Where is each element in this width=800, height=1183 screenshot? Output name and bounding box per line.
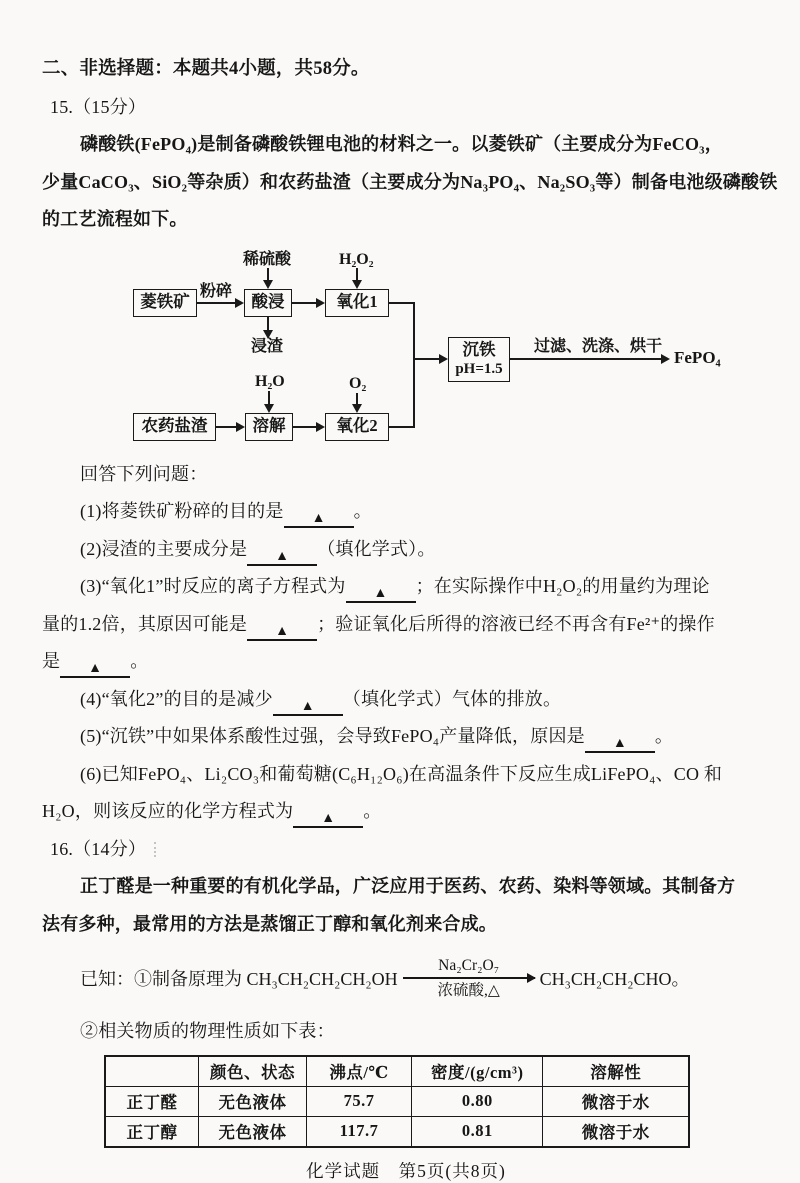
equation-product: CH₃CH₂CH₂CHO。 bbox=[539, 969, 690, 989]
q15-sub2 bbox=[42, 531, 770, 569]
answer-blank: ▲ bbox=[273, 700, 343, 716]
flow-box-pesticide-salt: 农药盐渣 bbox=[133, 413, 216, 441]
flow-label-h2o: H₂O bbox=[255, 372, 285, 390]
flow-box-oxidize2: 氧化2 bbox=[325, 413, 389, 441]
answer-blank: ▲ bbox=[247, 625, 317, 641]
answer-blank: ▲ bbox=[247, 550, 317, 566]
flow-box-iron-precipitation-title: 沉铁 bbox=[462, 339, 496, 359]
answer-blank: ▲ bbox=[60, 662, 130, 678]
q15-sub5-text: (5)“沉铁”中如果体系酸性过强，会导致FePO₄产量降低，原因是 bbox=[80, 726, 585, 746]
process-flow-diagram bbox=[42, 239, 770, 456]
q15-intro-line2: 少量CaCO₃、SiO₂等杂质）和农药盐渣（主要成分为Na₃PO₄、Na₂SO₃等）制备电池级磷酸铁 bbox=[42, 171, 778, 192]
q15-number: 15.（15分） bbox=[50, 96, 147, 117]
equation-lead: 已知：①制备原理为 CH₃CH₂CH₂CH₂OH bbox=[80, 969, 398, 989]
cell-butanol-name: 正丁醇 bbox=[105, 1116, 198, 1147]
q15-sub1-tail: 。 bbox=[353, 501, 372, 521]
flow-line bbox=[413, 302, 415, 428]
cell-butanol-color: 无色液体 bbox=[198, 1116, 306, 1147]
flow-label-o2: O₂ bbox=[349, 374, 367, 392]
flow-label-product-fepo4: FePO₄ bbox=[674, 347, 721, 367]
reaction-equation bbox=[42, 943, 770, 1013]
flow-line bbox=[292, 302, 318, 304]
q15-sub5-tail: 。 bbox=[654, 726, 674, 746]
q15-sub6-line2 bbox=[42, 793, 770, 831]
q16-number bbox=[42, 831, 770, 869]
q15-sub6-line1: (6)已知FePO₄、Li₂CO₃和葡萄糖(C₆H₁₂O₆)在高温条件下反应生成LiFePO₄、CO 和 bbox=[80, 763, 723, 784]
flow-line bbox=[267, 317, 269, 331]
arrowhead-icon bbox=[263, 280, 273, 289]
flow-line bbox=[510, 358, 662, 360]
q16-intro-line1: 正丁醛是一种重要的有机化学品，广泛应用于医药、农药、染料等领域。其制备方 bbox=[80, 876, 736, 896]
flow-box-oxidize1: 氧化1 bbox=[325, 289, 389, 317]
q15-sub6-text2: H₂O，则该反应的化学方程式为 bbox=[42, 801, 294, 821]
answer-blank: ▲ bbox=[585, 737, 655, 753]
q15-sub5 bbox=[42, 718, 770, 756]
flow-label-leach-residue: 浸渣 bbox=[251, 337, 284, 355]
q16-number-text: 16.（14分） bbox=[50, 838, 147, 859]
arrowhead-icon bbox=[439, 354, 448, 364]
arrowhead-icon bbox=[264, 404, 274, 413]
table-header-substance bbox=[105, 1056, 198, 1087]
arrowhead-icon bbox=[661, 354, 670, 364]
q15-sub4 bbox=[42, 681, 770, 719]
section-header: 二、非选择题：本题共4小题，共58分。 bbox=[42, 59, 370, 79]
cell-butanal-bp: 75.7 bbox=[306, 1086, 411, 1116]
flow-line bbox=[293, 426, 317, 428]
arrowhead-icon bbox=[263, 330, 273, 339]
q15-sub3-text2: 量的1.2倍，其原因可能是 bbox=[42, 613, 248, 634]
cell-butanol-density: 0.81 bbox=[412, 1116, 543, 1147]
q15-sub3-line2 bbox=[42, 606, 770, 644]
arrowhead-icon bbox=[235, 298, 244, 308]
q15-sub3-line1 bbox=[42, 568, 770, 606]
cell-butanal-name: 正丁醛 bbox=[105, 1086, 198, 1116]
q15-sub2-tail: （填化学式）。 bbox=[317, 538, 436, 559]
reaction-conditions bbox=[403, 956, 535, 1000]
flow-box-siderite: 菱铁矿 bbox=[133, 289, 197, 317]
q15-answer-prompt: 回答下列问题： bbox=[80, 463, 208, 484]
q15-sub3-text1: (3)“氧化1”时反应的离子方程式为 bbox=[80, 576, 346, 596]
properties-table bbox=[104, 1055, 690, 1148]
q15-sub3-tail2: ；验证氧化后所得的溶液已经不再含有Fe²⁺的操作 bbox=[317, 613, 715, 634]
flow-line bbox=[197, 302, 237, 304]
flow-line bbox=[268, 391, 270, 405]
q15-sub6-tail2: 。 bbox=[363, 801, 382, 821]
cell-butanol-solubility: 微溶于水 bbox=[543, 1116, 689, 1147]
arrowhead-icon bbox=[352, 280, 362, 289]
flow-label-crush: 粉碎 bbox=[200, 282, 233, 300]
q16-intro-line2: 法有多种，最常用的方法是蒸馏正丁醇和氧化剂来合成。 bbox=[42, 913, 497, 934]
q15-intro-line3: 的工艺流程如下。 bbox=[42, 209, 188, 229]
table-row bbox=[105, 1086, 689, 1116]
table-header-color-state: 颜色、状态 bbox=[198, 1056, 306, 1087]
flow-line bbox=[389, 302, 415, 304]
table-header-solubility: 溶解性 bbox=[543, 1056, 689, 1087]
q15-sub2-text: (2)浸渣的主要成分是 bbox=[80, 538, 248, 559]
answer-blank: ▲ bbox=[293, 812, 363, 828]
table-header-row bbox=[105, 1056, 689, 1087]
flow-box-acid-leach: 酸浸 bbox=[244, 289, 292, 317]
answer-blank: ▲ bbox=[284, 512, 354, 528]
flow-label-filter-wash-dry: 过滤、洗涤、烘干 bbox=[534, 337, 663, 355]
table-row bbox=[105, 1116, 689, 1147]
reaction-arrow-icon bbox=[403, 977, 535, 979]
q15-sub4-tail: （填化学式）气体的排放。 bbox=[342, 688, 562, 709]
q15-sub3-tail1: ；在实际操作中H₂O₂的用量约为理论 bbox=[415, 576, 710, 596]
page-footer: 化学试题 第5页(共8页) bbox=[306, 1160, 506, 1181]
q15-sub3-tail3: 。 bbox=[130, 651, 149, 671]
cell-butanal-solubility: 微溶于水 bbox=[543, 1086, 689, 1116]
cell-butanol-bp: 117.7 bbox=[306, 1116, 411, 1147]
flow-box-iron-precipitation-ph: pH=1.5 bbox=[455, 360, 503, 377]
q15-sub3-line3 bbox=[42, 643, 770, 681]
flow-line bbox=[413, 358, 440, 360]
flow-box-iron-precipitation bbox=[448, 337, 510, 382]
cell-butanal-density: 0.80 bbox=[412, 1086, 543, 1116]
table-header-boiling-point: 沸点/℃ bbox=[306, 1056, 411, 1087]
arrowhead-icon bbox=[236, 422, 245, 432]
arrowhead-icon bbox=[316, 422, 325, 432]
arrowhead-icon bbox=[352, 404, 362, 413]
condition-below-arrow: 浓硫酸,△ bbox=[437, 982, 500, 999]
q16-table-intro: ②相关物质的物理性质如下表： bbox=[80, 1021, 335, 1041]
q15-sub3-text3: 是 bbox=[42, 651, 61, 671]
cell-butanal-color: 无色液体 bbox=[198, 1086, 306, 1116]
table-header-density: 密度/(g/cm³) bbox=[412, 1056, 543, 1087]
flow-box-dissolve: 溶解 bbox=[245, 413, 293, 441]
flow-line bbox=[389, 426, 415, 428]
flow-line bbox=[216, 426, 237, 428]
flow-label-dilute-sulfuric-acid: 稀硫酸 bbox=[243, 250, 292, 268]
q15-sub1-text: (1)将菱铁矿粉碎的目的是 bbox=[80, 501, 284, 521]
q15-sub1 bbox=[42, 493, 770, 531]
scan-artifact bbox=[154, 842, 158, 857]
reagent-above-arrow: Na₂Cr₂O₇ bbox=[438, 957, 500, 974]
flow-label-h2o2: H₂O₂ bbox=[339, 250, 374, 268]
q15-sub4-text: (4)“氧化2”的目的是减少 bbox=[80, 688, 273, 709]
q15-intro-line1: 磷酸铁(FePO₄)是制备磷酸铁锂电池的材料之一。以菱铁矿（主要成分为FeCO₃， bbox=[80, 134, 723, 154]
arrowhead-icon bbox=[316, 298, 325, 308]
answer-blank: ▲ bbox=[346, 587, 416, 603]
